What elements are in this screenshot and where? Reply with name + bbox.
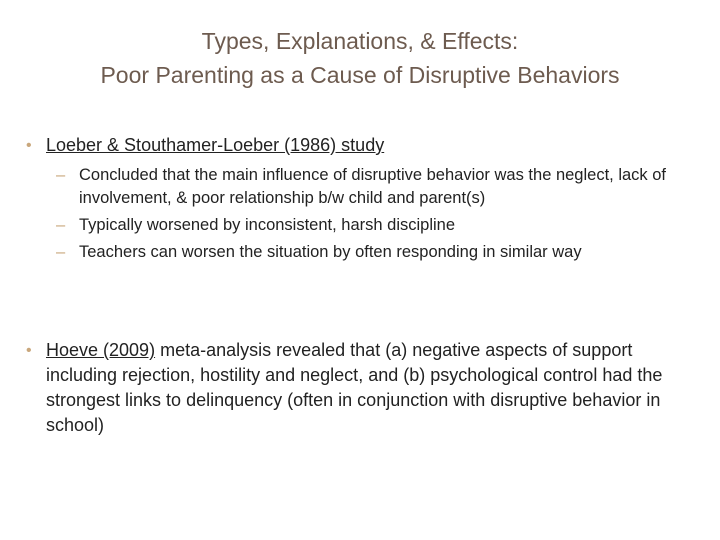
loeber-subpoints bbox=[56, 164, 686, 268]
bullet-marker: • bbox=[26, 137, 32, 154]
title-line-2: Poor Parenting as a Cause of Disruptive Behaviors bbox=[100, 62, 620, 88]
loeber-study-link[interactable]: Loeber & Stouthamer-Loeber (1986) study bbox=[46, 135, 385, 155]
subpoint-teachers bbox=[56, 241, 686, 264]
bullet-marker: • bbox=[26, 342, 32, 359]
subpoint-neglect bbox=[56, 164, 686, 210]
subpoint-text: Typically worsened by inconsistent, harsh discipline bbox=[79, 216, 456, 234]
slide-title bbox=[0, 24, 720, 92]
subpoint-discipline bbox=[56, 214, 686, 237]
bullet-loeber-study bbox=[26, 133, 696, 158]
subpoint-text: Concluded that the main influence of disruptive behavior was the neglect, lack of involvement, & poor relationship b/w child and parent(s) bbox=[79, 166, 667, 207]
subpoint-text: Teachers can worsen the situation by often responding in similar way bbox=[79, 243, 582, 261]
bullet-hoeve-meta-analysis bbox=[26, 338, 696, 438]
hoeve-citation-link[interactable]: Hoeve (2009) bbox=[46, 340, 156, 360]
hoeve-text: meta-analysis revealed that (a) negative aspects of support including rejection, hostility and neglect, and (b) psychological control had the strongest links to delinquency (often in conjunction with disruptive behavior in school) bbox=[46, 340, 663, 435]
dash-marker: – bbox=[56, 216, 66, 234]
title-line-1: Types, Explanations, & Effects: bbox=[201, 28, 519, 54]
dash-marker: – bbox=[56, 166, 66, 184]
dash-marker: – bbox=[56, 243, 66, 261]
